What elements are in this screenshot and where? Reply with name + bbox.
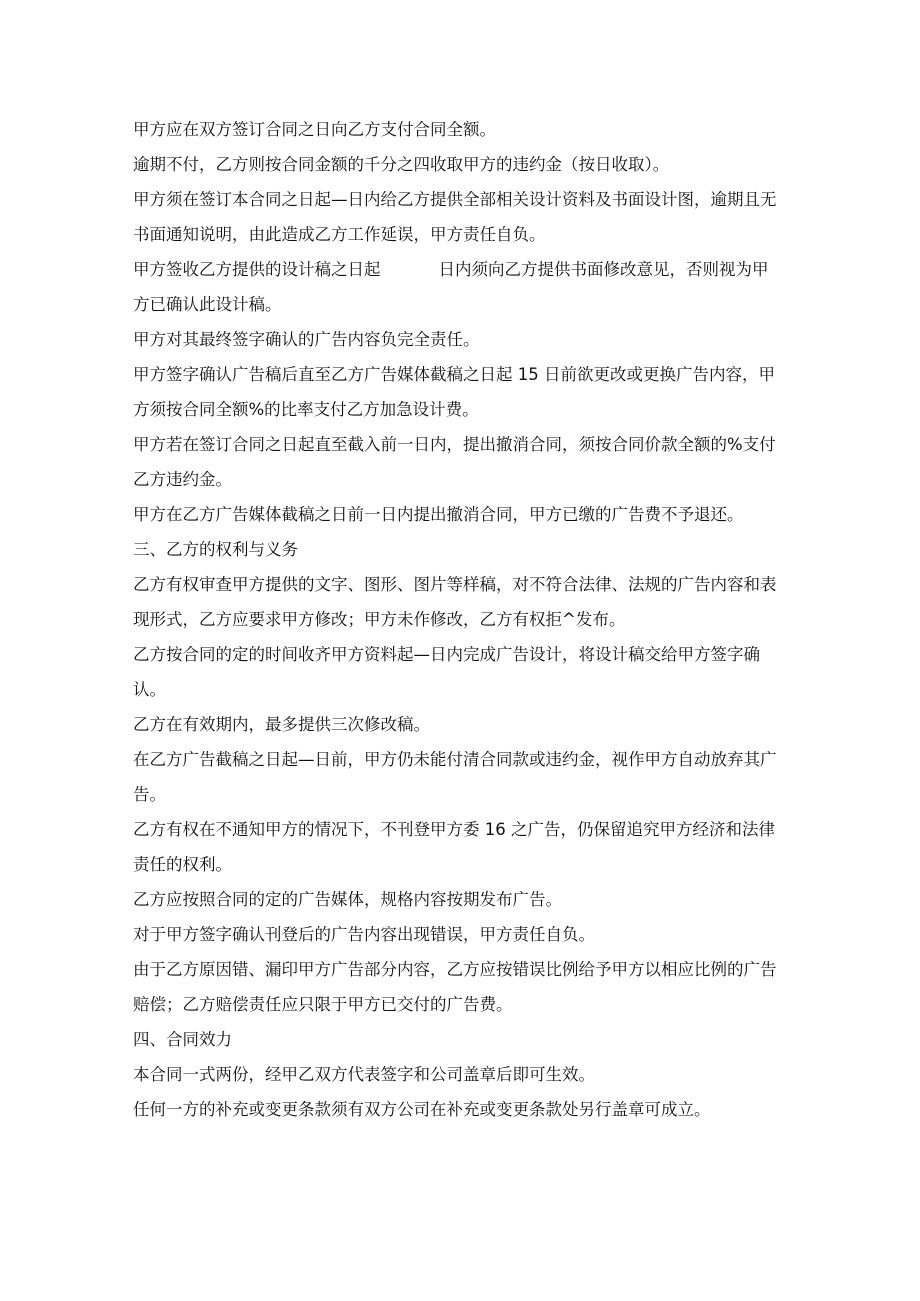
paragraph: 甲方须在签订本合同之日起—日内给乙方提供全部相关设计资料及书面设计图，逾期且无书面通知说明，由此造成乙方工作延误，甲方责任自负。 (133, 190, 777, 244)
paragraph-part: 甲方签收乙方提供的设计稿之日起 (133, 260, 381, 279)
paragraph: 乙方有权在不通知甲方的情况下，不刊登甲方委 16 之广告，仍保留追究甲方经济和法律责任的权利。 (133, 820, 775, 874)
paragraph: 任何一方的补充或变更条款须有双方公司在补充或变更条款处另行盖章可成立。 (133, 1100, 711, 1119)
paragraph: 乙方有权审查甲方提供的文字、图形、图片等样稿，对不符合法律、法规的广告内容和表现形式，乙方应要求甲方修改；甲方未作修改，乙方有权拒^发布。 (133, 575, 777, 629)
paragraph: 甲方对其最终签字确认的广告内容负完全责任。 (133, 330, 480, 349)
paragraph-part: 日内须向乙方提供书面修改意见，否则视为甲方已确认此设计稿。 (133, 260, 769, 314)
paragraph: 在乙方广告截稿之日起—日前，甲方仍未能付清合同款或违约金，视作甲方自动放弃其广告。 (133, 750, 777, 804)
paragraph: 乙方按合同的定的时间收齐甲方资料起—日内完成广告设计，将设计稿交给甲方签字确认。 (133, 645, 760, 699)
paragraph: 甲方签字确认广告稿后直至乙方广告媒体截稿之日起 15 日前欲更改或更换广告内容，甲方须按合同全额%的比率支付乙方加急设计费。 (133, 365, 775, 419)
paragraph: 乙方应按照合同的定的广告媒体，规格内容按期发布广告。 (133, 890, 562, 909)
paragraph: 乙方在有效期内，最多提供三次修改稿。 (133, 715, 430, 734)
paragraph: 甲方应在双方签订合同之日向乙方支付合同全额。 (133, 120, 496, 139)
paragraph: 甲方在乙方广告媒体截稿之日前一日内提出撤消合同，甲方已缴的广告费不予退还。 (133, 505, 744, 524)
document-body (133, 112, 783, 1127)
paragraph: 本合同一式两份，经甲乙双方代表签字和公司盖章后即可生效。 (133, 1065, 595, 1084)
section-heading: 三、乙方的权利与义务 (133, 540, 298, 559)
paragraph-with-blank (133, 252, 783, 322)
paragraph: 甲方若在签订合同之日起直至截入前一日内，提出撤消合同，须按合同价款全额的%支付乙方违约金。 (133, 435, 776, 489)
paragraph: 对于甲方签字确认刊登后的广告内容出现错误，甲方责任自负。 (133, 925, 595, 944)
paragraph: 由于乙方原因错、漏印甲方广告部分内容，乙方应按错误比例给予甲方以相应比例的广告赔偿；乙方赔偿责任应只限于甲方已交付的广告费。 (133, 960, 777, 1014)
paragraph: 逾期不付，乙方则按合同金额的千分之四收取甲方的违约金（按日收取）。 (133, 155, 670, 174)
section-heading: 四、合同效力 (133, 1030, 232, 1049)
